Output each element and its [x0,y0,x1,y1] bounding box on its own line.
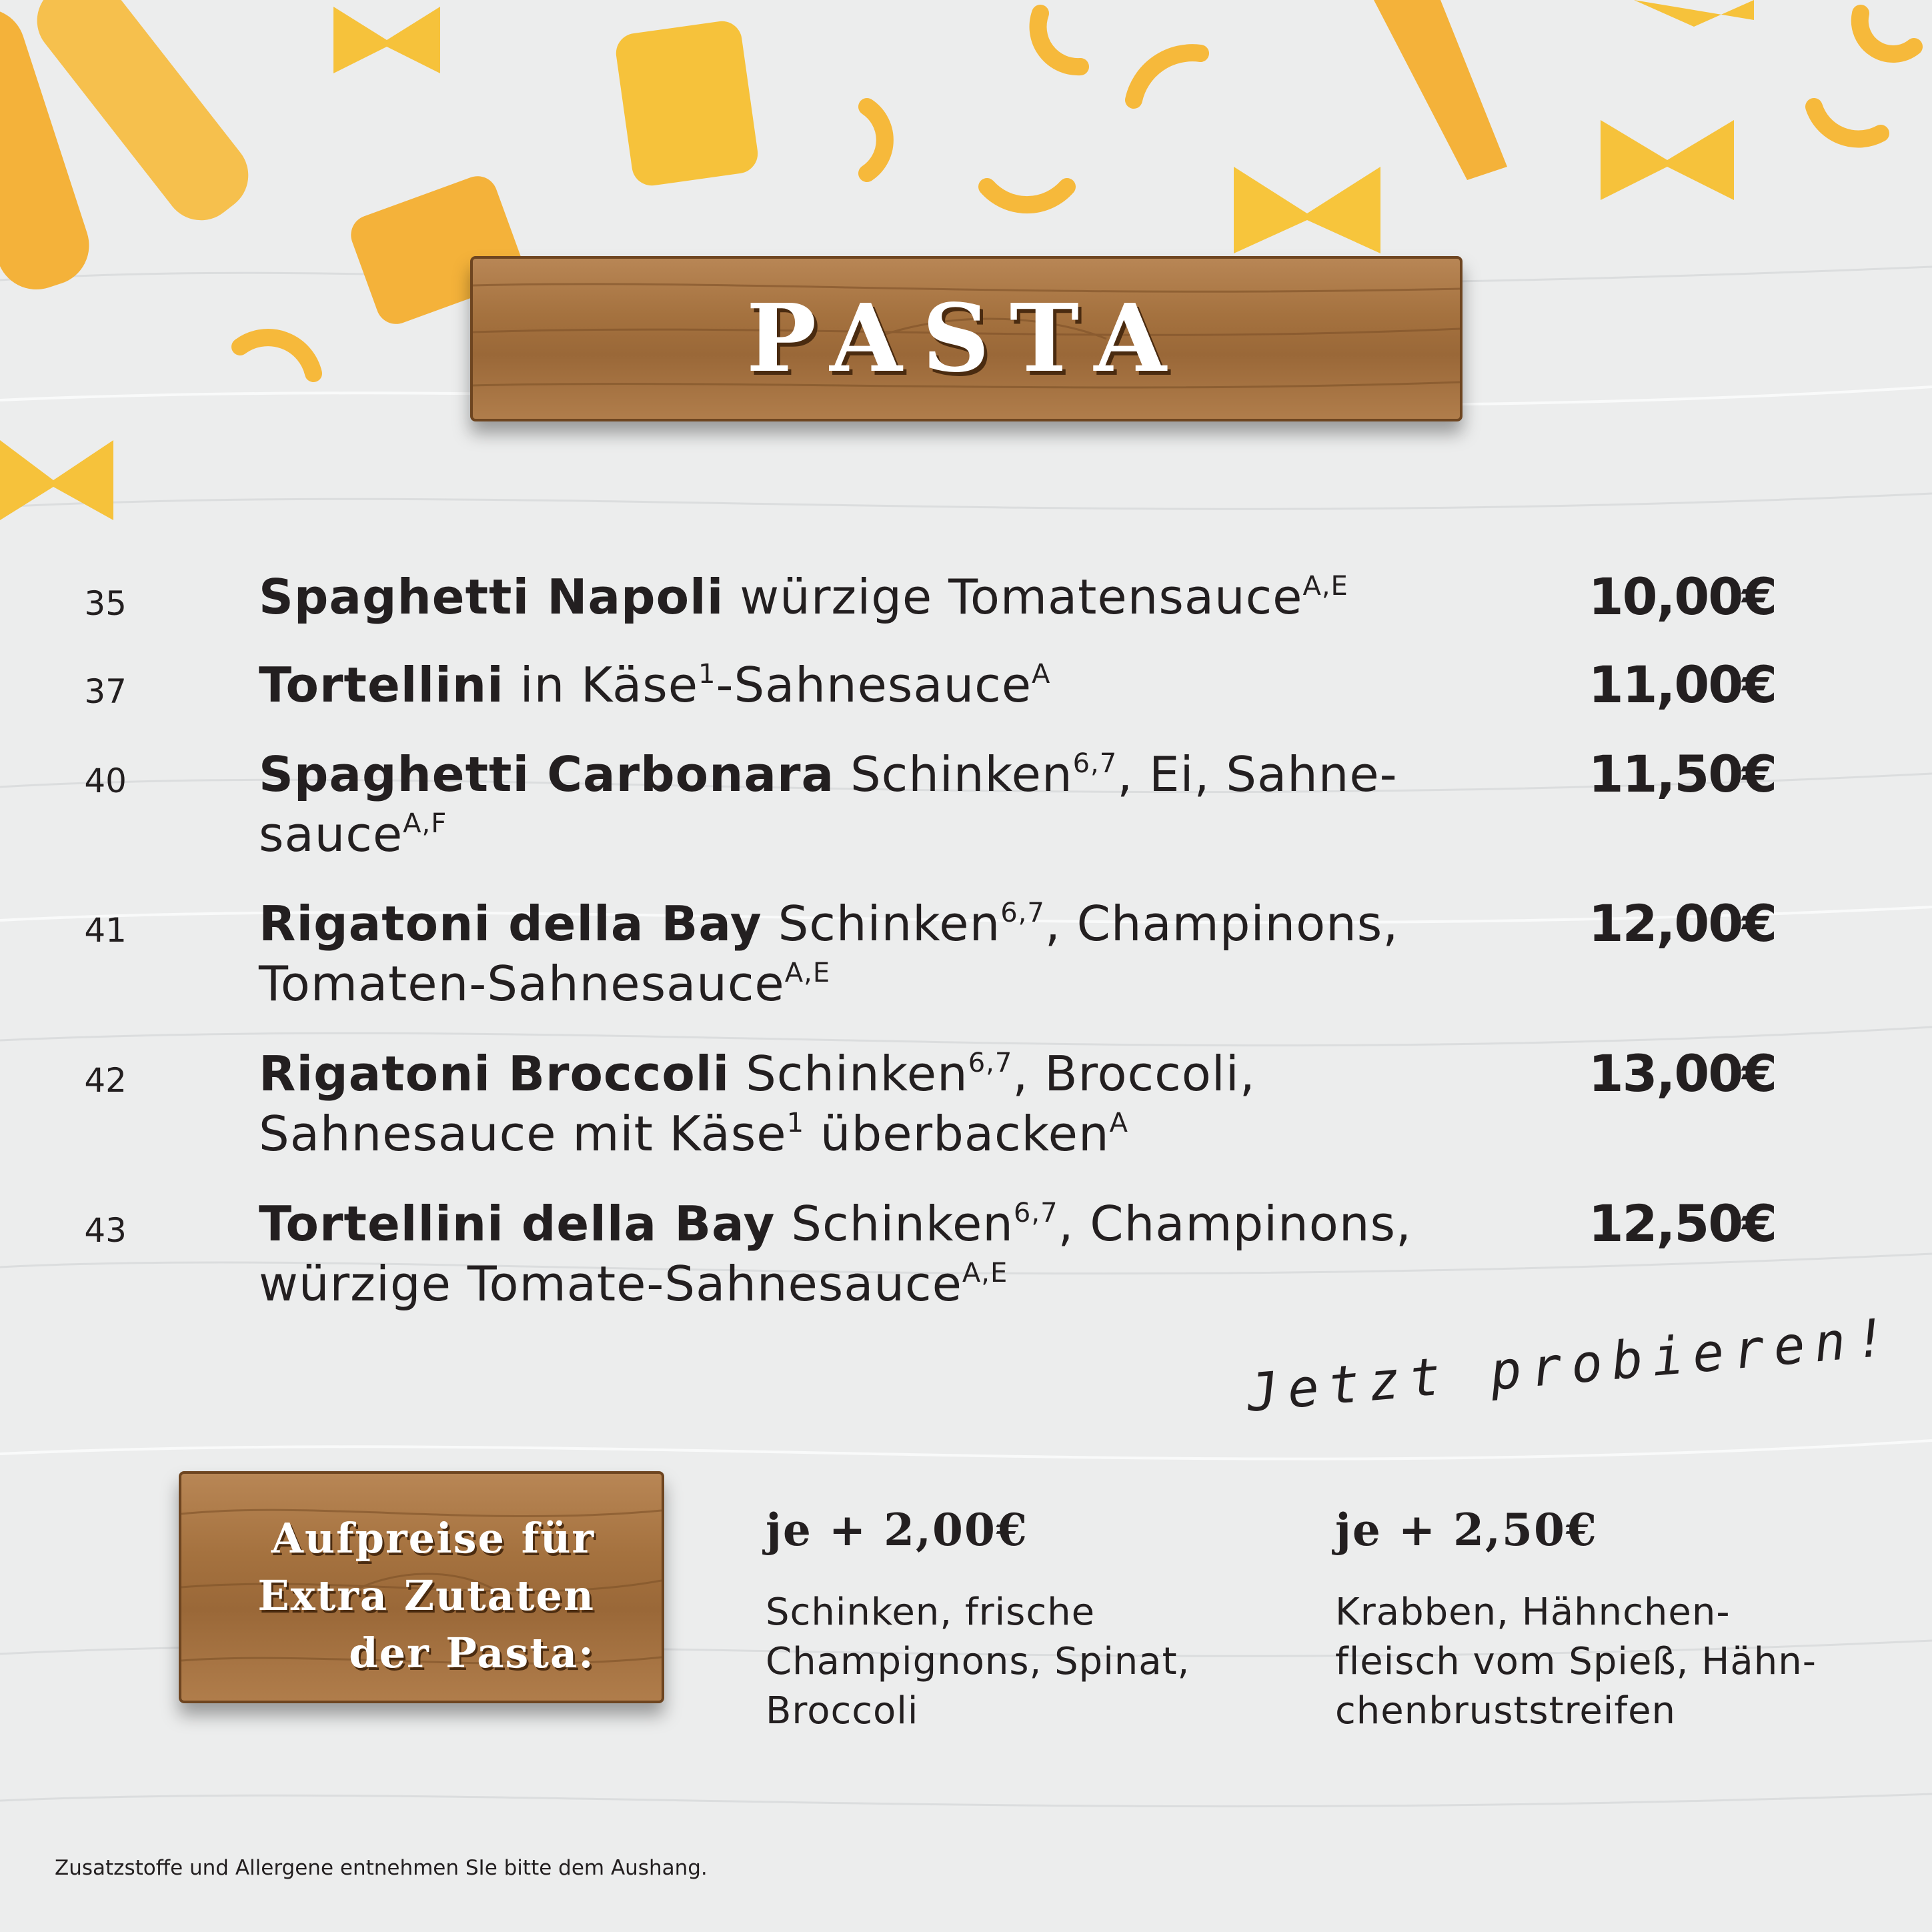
item-price: 13,00€ [1588,1044,1776,1103]
item-description: Tortellini in Käse$^1$-Sahnesauce$^A$ [259,657,1051,713]
fusilli-icon [0,0,263,300]
extras-group [766,1504,1312,1736]
item-description: Rigatoni della Bay Schinken$^{6,7}$, Champinons, Tomaten-Sahnesauce$^{A,E}$ [259,896,1399,1012]
penne-icon [1374,0,1507,180]
item-description: Rigatoni Broccoli Schinken$^{6,7}$, Broccoli, Sahnesauce mit Käse$^1$ überbacken$^A$ [259,1046,1256,1162]
item-number: 40 [84,762,127,800]
extras-board [179,1471,664,1703]
extras-price: je + 2,00€ [766,1504,1028,1556]
extras-price: je + 2,50€ [1335,1504,1598,1556]
item-name: Spaghetti Napoli [259,569,724,625]
item-price: 12,50€ [1588,1194,1776,1253]
item-number: 41 [84,911,127,950]
extras-heading: Aufpreise für Extra Zutaten der Pasta: [257,1514,595,1677]
item-number: 43 [84,1211,127,1250]
item-price: 10,00€ [1588,567,1776,626]
title-board [470,256,1463,421]
item-description: Spaghetti Napoli würzige Tomatensauce$^{A,E}$ [259,569,1348,625]
item-name: Spaghetti Carbonara [259,746,835,802]
tagline: Jetzt probieren! [1244,1307,1898,1424]
item-price: 11,00€ [1588,655,1776,714]
item-description: Spaghetti Carbonara Schinken$^{6,7}$, Ei, Sahne- sauce$^{A,F}$ [259,746,1398,862]
item-name: Rigatoni della Bay [259,896,762,952]
allergen-footnote: Zusatzstoffe und Allergene entnehmen SIe bitte dem Aushang. [55,1856,708,1880]
item-name: Rigatoni Broccoli [259,1046,730,1102]
item-name: Tortellini [259,657,504,713]
item-number: 35 [84,584,127,623]
item-name: Tortellini della Bay [259,1196,776,1252]
item-price: 12,00€ [1588,894,1776,953]
item-description: Tortellini della Bay Schinken$^{6,7}$, Champinons, würzige Tomate-Sahnesauce$^{A,E}$ [259,1196,1412,1312]
extras-list: Schinken, frische Champignons, Spinat, Broccoli [766,1591,1190,1733]
item-number: 42 [84,1061,127,1100]
extras-group [1335,1504,1882,1736]
extras-list: Krabben, Hähnchen- fleisch vom Spieß, Hähn- chenbruststreifen [1335,1591,1817,1733]
item-price: 11,50€ [1588,744,1776,804]
item-number: 37 [84,672,127,711]
page-title: PASTA [746,284,1186,393]
